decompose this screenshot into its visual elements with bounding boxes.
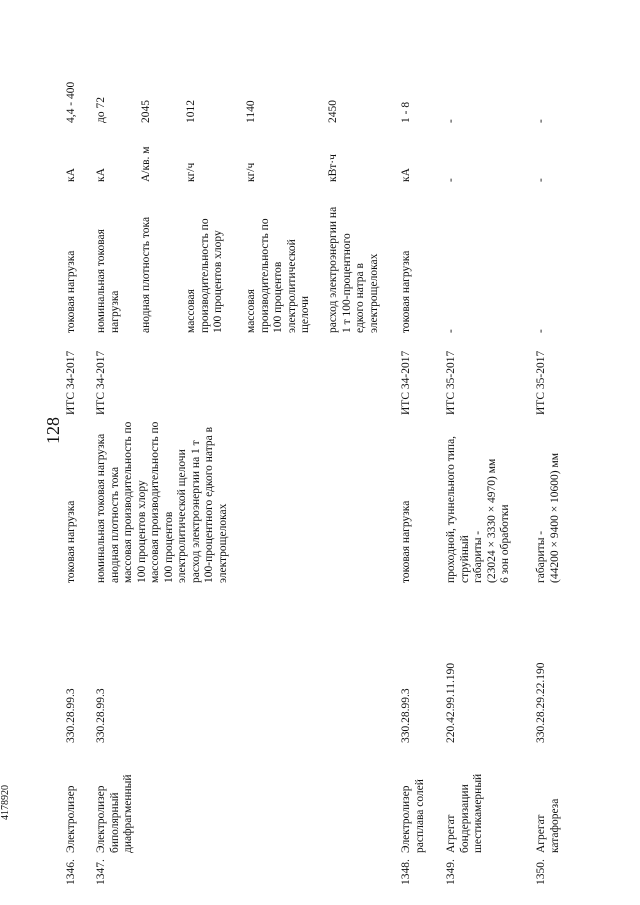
parameter-unit: кВт·ч: [327, 154, 339, 182]
parameter-value: 1 - 8: [400, 101, 412, 123]
parameter-unit: кг/ч: [185, 162, 197, 182]
parameter-name: -: [445, 329, 457, 333]
okpd-code: 330.28.99.3: [400, 688, 412, 743]
row-number: 1350.: [535, 859, 547, 885]
parameter-value: -: [535, 119, 547, 123]
parameter-unit: кА: [65, 168, 77, 182]
parameter-name: массовая производительность по 100 процентов электролитической щелочи: [245, 218, 311, 333]
side-note: 4178920: [0, 785, 11, 820]
equipment-name: Электролизер биполярный диафрагменный: [95, 774, 134, 853]
parameter-value: 2450: [327, 100, 339, 123]
its-reference: ИТС 35-2017: [535, 350, 547, 415]
equipment-name: Агрегат бондеризации шестикамерный: [445, 773, 484, 853]
okpd-code: 330.28.29.22.190: [535, 662, 547, 743]
okpd-code: 220.42.99.11.190: [445, 662, 457, 743]
parameter-value: до 72: [95, 97, 107, 123]
equipment-description: токовая нагрузка: [65, 500, 77, 583]
parameter-unit: -: [445, 178, 457, 182]
equipment-description: токовая нагрузка: [400, 500, 412, 583]
parameter-unit: А/кв. м: [140, 146, 152, 182]
parameter-unit: кг/ч: [245, 162, 257, 182]
equipment-name: Агрегат катафореза: [535, 798, 561, 853]
parameter-name: массовая производительность по 100 процентов хлору: [185, 218, 224, 333]
equipment-table: [65, 45, 625, 885]
its-reference: ИТС 34-2017: [400, 350, 412, 415]
its-reference: ИТС 35-2017: [445, 350, 457, 415]
rotated-table-wrapper: [65, 45, 625, 885]
equipment-description: габариты - (44200 × 9400 × 10600) мм: [535, 452, 561, 583]
row-number: 1348.: [400, 859, 412, 885]
its-reference: ИТС 34-2017: [95, 350, 107, 415]
parameter-name: анодная плотность тока: [140, 216, 152, 333]
parameter-name: номинальная токовая нагрузка: [95, 229, 121, 333]
equipment-description: номинальная токовая нагрузка анодная плотность тока массовая производительность по 100 процентов хлору массовая производительность по 100 процентов электролитической щелочи расход электроэнергии на 1 т 100-процентного едкого натра в электрощелоках: [95, 421, 229, 583]
parameter-name: токовая нагрузка: [400, 250, 412, 333]
parameter-name: токовая нагрузка: [65, 250, 77, 333]
row-number: 1346.: [65, 859, 77, 885]
row-number: 1347.: [95, 859, 107, 885]
parameter-value: 2045: [140, 100, 152, 123]
its-reference: ИТС 34-2017: [65, 350, 77, 415]
parameter-unit: -: [535, 178, 547, 182]
parameter-value: 1012: [185, 100, 197, 123]
parameter-value: 4,4 - 400: [65, 81, 77, 123]
okpd-code: 330.28.99.3: [95, 688, 107, 743]
equipment-description: проходной, туннельного типа, струйный габариты - (23024 × 3330 × 4970) мм 6 зон обработки: [445, 435, 511, 583]
row-number: 1349.: [445, 859, 457, 885]
okpd-code: 330.28.99.3: [65, 688, 77, 743]
parameter-name: расход электроэнергии на 1 т 100-процентного едкого натра в электрощелоках: [327, 206, 380, 333]
page-number: 128: [43, 417, 63, 444]
parameter-unit: кА: [95, 168, 107, 182]
parameter-name: -: [535, 329, 547, 333]
parameter-value: 1140: [245, 100, 257, 123]
equipment-name: Электролизер: [65, 785, 77, 853]
equipment-name: Электролизер расплава солей: [400, 779, 426, 853]
parameter-value: -: [445, 119, 457, 123]
parameter-unit: кА: [400, 168, 412, 182]
